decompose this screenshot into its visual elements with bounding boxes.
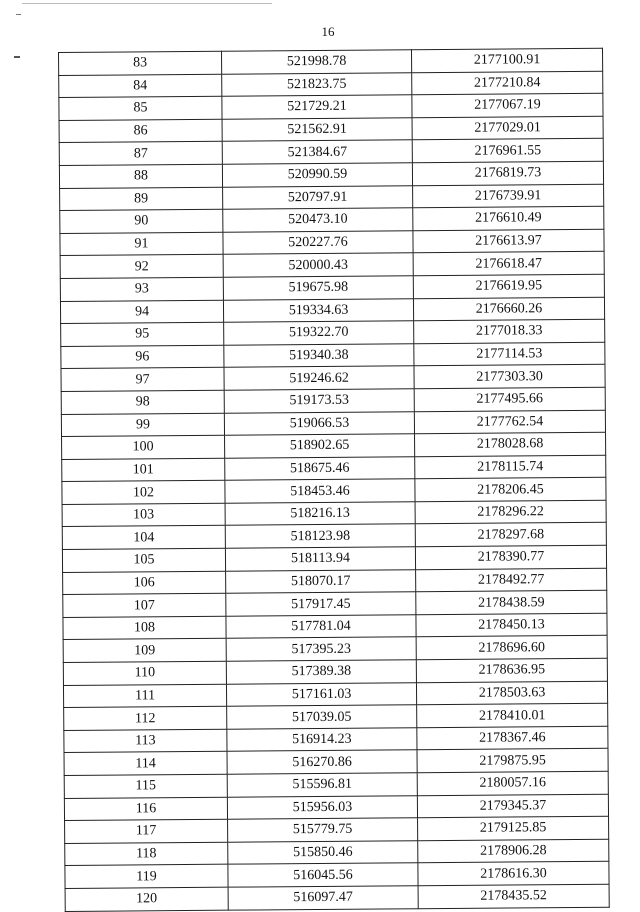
coordinates-table	[58, 48, 610, 912]
y-coordinate-cell: 2177495.66	[414, 387, 605, 411]
x-coordinate-cell: 518113.94	[225, 547, 415, 571]
x-coordinate-cell: 518902.65	[225, 434, 415, 458]
x-coordinate-cell: 517161.03	[226, 682, 416, 706]
x-coordinate-cell: 517389.38	[226, 660, 416, 684]
y-coordinate-cell: 2176819.73	[412, 161, 603, 185]
coordinates-table-body	[59, 48, 610, 911]
y-coordinate-cell: 2176610.49	[413, 206, 604, 230]
x-coordinate-cell: 518070.17	[226, 569, 416, 593]
y-coordinate-cell: 2178410.01	[417, 703, 608, 727]
point-number-cell: 90	[60, 209, 223, 233]
point-number-cell: 107	[63, 593, 226, 617]
x-coordinate-cell: 517917.45	[226, 592, 416, 616]
point-number-cell: 89	[60, 187, 223, 211]
point-number-cell: 92	[60, 255, 223, 279]
y-coordinate-cell: 2176618.47	[413, 252, 604, 276]
x-coordinate-cell: 520000.43	[223, 253, 413, 277]
x-coordinate-cell: 518216.13	[225, 502, 415, 526]
x-coordinate-cell: 520227.76	[223, 230, 413, 254]
point-number-cell: 94	[60, 300, 223, 324]
point-number-cell: 86	[59, 119, 222, 143]
x-coordinate-cell: 517781.04	[226, 615, 416, 639]
point-number-cell: 84	[59, 74, 222, 98]
point-number-cell: 114	[64, 752, 227, 776]
y-coordinate-cell: 2176961.55	[412, 139, 603, 163]
x-coordinate-cell: 516045.56	[228, 863, 418, 887]
x-coordinate-cell: 519173.53	[224, 389, 414, 413]
y-coordinate-cell: 2177114.53	[414, 342, 605, 366]
margin-mark	[14, 56, 20, 58]
x-coordinate-cell: 519066.53	[224, 411, 414, 435]
point-number-cell: 100	[62, 435, 225, 459]
x-coordinate-cell: 515956.03	[227, 795, 417, 819]
y-coordinate-cell: 2176660.26	[413, 297, 604, 321]
y-coordinate-cell: 2176739.91	[413, 184, 604, 208]
x-coordinate-cell: 521823.75	[222, 72, 412, 96]
x-coordinate-cell: 517395.23	[226, 637, 416, 661]
y-coordinate-cell: 2178390.77	[415, 545, 606, 569]
y-coordinate-cell: 2178696.60	[416, 636, 607, 660]
y-coordinate-cell: 2179125.85	[418, 816, 609, 840]
y-coordinate-cell: 2178115.74	[415, 455, 606, 479]
point-number-cell: 101	[62, 458, 225, 482]
point-number-cell: 99	[61, 413, 224, 437]
x-coordinate-cell: 517039.05	[227, 705, 417, 729]
y-coordinate-cell: 2178616.30	[418, 862, 609, 886]
x-coordinate-cell: 519246.62	[224, 366, 414, 390]
x-coordinate-cell: 520990.59	[222, 163, 412, 187]
x-coordinate-cell: 518453.46	[225, 479, 415, 503]
y-coordinate-cell: 2178636.95	[416, 658, 607, 682]
point-number-cell: 119	[65, 865, 228, 889]
x-coordinate-cell: 515850.46	[228, 840, 418, 864]
point-number-cell: 91	[60, 232, 223, 256]
point-number-cell: 104	[62, 526, 225, 550]
y-coordinate-cell: 2178367.46	[417, 726, 608, 750]
point-number-cell: 110	[63, 661, 226, 685]
y-coordinate-cell: 2178492.77	[416, 568, 607, 592]
y-coordinate-cell: 2178028.68	[415, 432, 606, 456]
y-coordinate-cell: 2178296.22	[415, 500, 606, 524]
point-number-cell: 116	[64, 797, 227, 821]
point-number-cell: 115	[64, 774, 227, 798]
point-number-cell: 120	[65, 887, 228, 911]
x-coordinate-cell: 521562.91	[222, 118, 412, 142]
y-coordinate-cell: 2179875.95	[417, 749, 608, 773]
y-coordinate-cell: 2176613.97	[413, 229, 604, 253]
y-coordinate-cell: 2179345.37	[417, 794, 608, 818]
y-coordinate-cell: 2178297.68	[415, 523, 606, 547]
x-coordinate-cell: 516270.86	[227, 750, 417, 774]
point-number-cell: 87	[59, 142, 222, 166]
x-coordinate-cell: 519340.38	[224, 343, 414, 367]
x-coordinate-cell: 521729.21	[222, 95, 412, 119]
x-coordinate-cell: 521998.78	[221, 50, 411, 74]
point-number-cell: 102	[62, 480, 225, 504]
point-number-cell: 93	[60, 277, 223, 301]
point-number-cell: 118	[65, 842, 228, 866]
point-number-cell: 85	[59, 96, 222, 120]
point-number-cell: 106	[63, 571, 226, 595]
y-coordinate-cell: 2178435.52	[418, 884, 609, 908]
x-coordinate-cell: 515596.81	[227, 773, 417, 797]
y-coordinate-cell: 2178206.45	[415, 477, 606, 501]
point-number-cell: 105	[62, 548, 225, 572]
point-number-cell: 83	[59, 51, 222, 75]
x-coordinate-cell: 521384.67	[222, 140, 412, 164]
x-coordinate-cell: 515779.75	[228, 818, 418, 842]
x-coordinate-cell: 519334.63	[223, 298, 413, 322]
y-coordinate-cell: 2178450.13	[416, 613, 607, 637]
page-number: 16	[321, 24, 335, 39]
x-coordinate-cell: 518675.46	[225, 456, 415, 480]
point-number-cell: 108	[63, 616, 226, 640]
y-coordinate-cell: 2177100.91	[411, 48, 602, 72]
y-coordinate-cell: 2177762.54	[414, 410, 605, 434]
y-coordinate-cell: 2177029.01	[412, 116, 603, 140]
x-coordinate-cell: 519322.70	[224, 321, 414, 345]
y-coordinate-cell: 2177018.33	[414, 319, 605, 343]
point-number-cell: 88	[59, 164, 222, 188]
x-coordinate-cell: 518123.98	[225, 524, 415, 548]
x-coordinate-cell: 516914.23	[227, 728, 417, 752]
x-coordinate-cell: 516097.47	[228, 886, 418, 910]
y-coordinate-cell: 2178503.63	[416, 681, 607, 705]
scan-edge-line	[22, 3, 272, 4]
y-coordinate-cell: 2178438.59	[416, 590, 607, 614]
margin-mark	[16, 14, 21, 15]
point-number-cell: 95	[61, 322, 224, 346]
x-coordinate-cell: 520473.10	[223, 208, 413, 232]
point-number-cell: 109	[63, 639, 226, 663]
point-number-cell: 111	[63, 684, 226, 708]
point-number-cell: 113	[64, 729, 227, 753]
point-number-cell: 97	[61, 368, 224, 392]
point-number-cell: 103	[62, 503, 225, 527]
x-coordinate-cell: 519675.98	[223, 276, 413, 300]
x-coordinate-cell: 520797.91	[223, 185, 413, 209]
y-coordinate-cell: 2177067.19	[412, 93, 603, 117]
point-number-cell: 117	[65, 819, 228, 843]
y-coordinate-cell: 2178906.28	[418, 839, 609, 863]
y-coordinate-cell: 2180057.16	[417, 771, 608, 795]
y-coordinate-cell: 2177210.84	[412, 71, 603, 95]
y-coordinate-cell: 2176619.95	[413, 274, 604, 298]
point-number-cell: 98	[61, 390, 224, 414]
table-row	[65, 884, 609, 911]
point-number-cell: 112	[64, 706, 227, 730]
point-number-cell: 96	[61, 345, 224, 369]
y-coordinate-cell: 2177303.30	[414, 365, 605, 389]
